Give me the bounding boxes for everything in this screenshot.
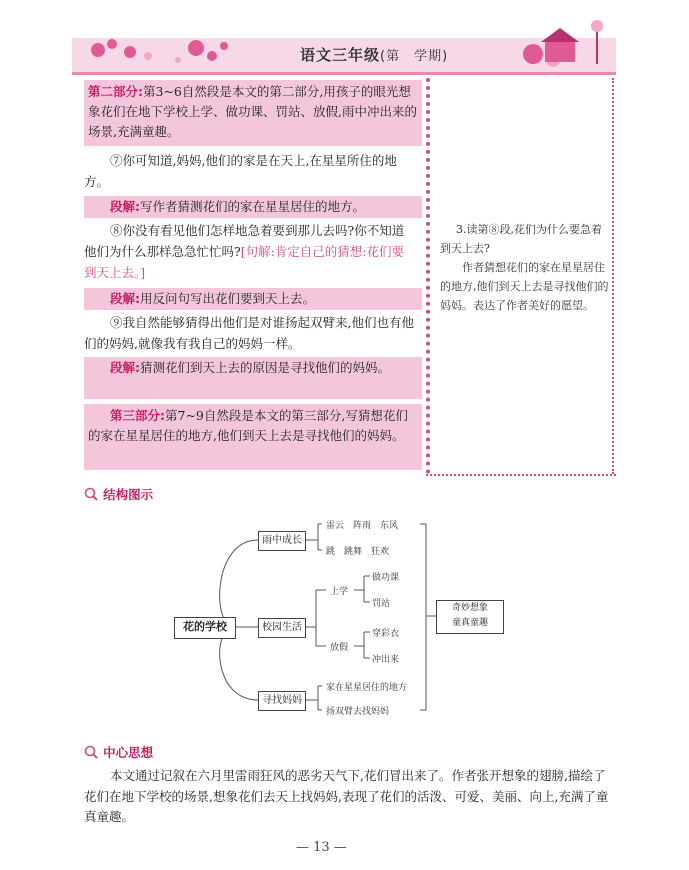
page-number: — 13 — xyxy=(296,840,347,855)
side-panel-border-left xyxy=(426,78,430,474)
diagram-leaf: 扬双臂去找妈妈 xyxy=(326,707,390,717)
sentence-note: [句解:肯定自己的猜想:花们要到天上去。] xyxy=(84,244,405,280)
diagram-leaf: 家在星星居住的地方 xyxy=(326,683,408,693)
central-heading: 中心思想 xyxy=(84,742,153,761)
diagram-leaf: 罚站 xyxy=(372,599,391,609)
central-idea-text: 本文通过记叙在六月里雷雨狂风的恶劣天气下,花们冒出来了。作者张开想象的翅膀,描绘了花们在地下学校的场景,想象花们去天上找妈妈,表现了花们的活泼、可爱、美丽、向上,充满了童真童趣。 xyxy=(84,768,609,824)
diagram-branch-1: 雨中成长 xyxy=(258,531,306,551)
paragraph-8: ⑧你没有看见他们怎样地急着要到那儿去吗?你不知道他们为什么那样急急忙忙吗?[句解:肯定自己的猜想:花们要到天上去。] xyxy=(84,223,405,280)
diagram-root: 花的学校 xyxy=(174,617,236,639)
diagram-mid: 放假 xyxy=(330,643,349,653)
header-rule xyxy=(72,72,616,75)
diagram-leaf: 穿彩衣 xyxy=(372,629,400,639)
diagram-leaf: 冲出来 xyxy=(372,655,400,665)
side-note xyxy=(440,220,610,315)
page-title: 语文三年级(第 学期) xyxy=(300,46,449,64)
diagram-branch-2: 校园生活 xyxy=(258,618,306,638)
side-question: 3.读第⑧段,花们为什么要急着到天上去? xyxy=(440,223,602,255)
part2-text: 第3~6自然段是本文的第二部分,用孩子的眼光想象花们在地下学校上学、做功课、罚站、放假,雨中冲出来的场景,充满童趣。 xyxy=(88,84,417,139)
structure-heading: 结构图示 xyxy=(84,484,153,503)
diagram-leaf: 雷云 阵雨 东风 xyxy=(326,521,399,531)
magnifier-icon xyxy=(84,745,98,759)
paragraph-7: ⑦你可知道,妈妈,他们的家是在天上,在星星所住的地方。 xyxy=(84,153,397,189)
part3-block: 第三部分:第7~9自然段是本文的第三部分,写猜想花们的家在星星居住的地方,他们到天上去是寻找他们的妈妈。 xyxy=(84,404,422,470)
side-answer: 作者猜想花们的家在星星居住的地方,他们到天上去是寻找他们的妈妈。表达了作者美好的愿望。 xyxy=(440,261,609,312)
analysis-8: 段解:用反问句写出花们要到天上去。 xyxy=(84,288,422,310)
magnifier-icon xyxy=(84,487,98,501)
diagram-leaf: 做功课 xyxy=(372,573,400,583)
side-panel-border-bottom xyxy=(426,474,616,476)
diagram-branch-3: 寻找妈妈 xyxy=(258,691,306,711)
diagram-summary-box: 奇妙想象 童真童趣 xyxy=(436,600,504,634)
analysis-7: 段解:写作者猜测花们的家在星星居住的地方。 xyxy=(84,196,422,218)
house-decoration-right xyxy=(505,14,615,74)
structure-diagram xyxy=(172,510,518,724)
part2-block xyxy=(84,80,422,146)
flower-decoration-left xyxy=(78,30,238,74)
diagram-leaf: 跳 跳舞 狂欢 xyxy=(326,547,390,557)
part2-label: 第二部分: xyxy=(88,84,143,99)
side-panel-border-right xyxy=(612,78,614,474)
analysis-9: 段解:猜测花们到天上去的原因是寻找他们的妈妈。 xyxy=(84,357,422,399)
paragraph-9: ⑨我自然能够猜得出他们是对谁扬起双臂来,他们也有他们的妈妈,就像我有我自己的妈妈一样。 xyxy=(84,315,414,351)
diagram-mid: 上学 xyxy=(330,587,349,597)
